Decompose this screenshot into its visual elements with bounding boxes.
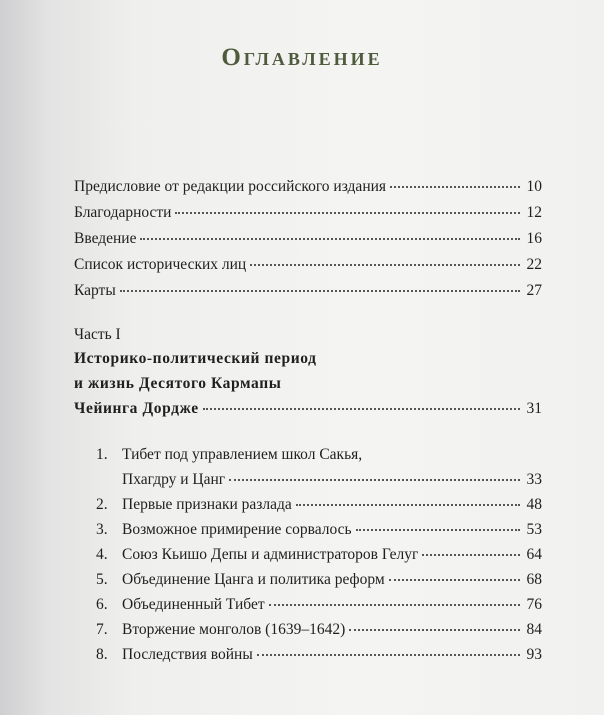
leader-dots bbox=[389, 578, 520, 581]
chapter-label-line-2: Пхагдру и Цанг bbox=[122, 471, 226, 488]
chapter-label: Первые признаки разлада bbox=[122, 496, 292, 513]
entry-page: 93 bbox=[526, 646, 542, 663]
toc-entry-chapter-2[interactable] bbox=[96, 496, 542, 514]
leader-dots bbox=[140, 237, 520, 240]
chapter-number: 2. bbox=[96, 496, 108, 513]
toc-entry-chapter-8[interactable] bbox=[96, 646, 542, 664]
entry-label: Благодарности bbox=[74, 204, 172, 221]
chapter-number: 5. bbox=[96, 571, 108, 588]
entry-page: 84 bbox=[526, 621, 542, 638]
entry-label: Карты bbox=[74, 282, 116, 299]
leader-dots bbox=[175, 211, 520, 214]
toc-entry-chapter-6[interactable] bbox=[96, 596, 542, 614]
chapter-number: 7. bbox=[96, 621, 108, 638]
entry-page: 22 bbox=[526, 256, 542, 273]
entry-label: Предисловие от редакции российского издания bbox=[74, 178, 387, 195]
chapter-number: 8. bbox=[96, 646, 108, 663]
toc-entry-maps[interactable] bbox=[74, 282, 542, 300]
leader-dots bbox=[390, 185, 520, 188]
leader-dots bbox=[422, 553, 520, 556]
part-label: Часть I bbox=[74, 326, 121, 343]
chapter-number: 6. bbox=[96, 596, 108, 613]
chapter-label: Объединение Цанга и политика реформ bbox=[122, 571, 385, 588]
chapter-number: 4. bbox=[96, 546, 108, 563]
chapter-number: 1. bbox=[96, 446, 108, 463]
chapter-label: Возможное примирение сорвалось bbox=[122, 521, 352, 538]
part-title-line-2: и жизнь Десятого Кармапы bbox=[74, 375, 282, 392]
entry-page: 64 bbox=[526, 546, 542, 563]
toc-entry-persons[interactable] bbox=[74, 256, 542, 274]
toc-entry-preface[interactable] bbox=[74, 178, 542, 196]
leader-dots bbox=[269, 603, 520, 606]
toc-entry-chapter-3[interactable] bbox=[96, 521, 542, 539]
toc-entry-chapter-4[interactable] bbox=[96, 546, 542, 564]
entry-page: 76 bbox=[526, 596, 542, 613]
leader-dots bbox=[257, 653, 520, 656]
leader-dots bbox=[250, 263, 520, 266]
entry-page: 48 bbox=[526, 496, 542, 513]
entry-page: 31 bbox=[526, 400, 542, 417]
leader-dots bbox=[356, 528, 520, 531]
leader-dots bbox=[296, 503, 520, 506]
toc-entry-chapter-1[interactable] bbox=[96, 446, 542, 464]
chapter-label-line-1: Тибет под управлением школ Сакья, bbox=[122, 446, 363, 463]
chapter-label: Объединенный Тибет bbox=[122, 596, 265, 613]
chapter-label: Вторжение монголов (1639–1642) bbox=[122, 621, 346, 638]
entry-page: 10 bbox=[526, 178, 542, 195]
chapter-label: Союз Кьишо Депы и администраторов Гелуг bbox=[122, 546, 419, 563]
toc-entry-chapter-7[interactable] bbox=[96, 621, 542, 639]
toc-entry-acknowledgements[interactable] bbox=[74, 204, 542, 222]
entry-page: 27 bbox=[526, 282, 542, 299]
entry-page: 12 bbox=[526, 204, 542, 221]
entry-label: Введение bbox=[74, 230, 137, 247]
leader-dots bbox=[203, 407, 520, 410]
toc-entry-introduction[interactable] bbox=[74, 230, 542, 248]
toc-entry-chapter-5[interactable] bbox=[96, 571, 542, 589]
entry-page: 68 bbox=[526, 571, 542, 588]
toc-title: Оглавление bbox=[221, 44, 383, 71]
chapter-number: 3. bbox=[96, 521, 108, 538]
entry-page: 33 bbox=[526, 471, 542, 488]
toc-entry-part-1[interactable] bbox=[74, 400, 542, 418]
leader-dots bbox=[120, 289, 520, 292]
leader-dots bbox=[349, 628, 520, 631]
chapter-label: Последствия войны bbox=[122, 646, 253, 663]
entry-page: 16 bbox=[526, 230, 542, 247]
entry-page: 53 bbox=[526, 521, 542, 538]
leader-dots bbox=[229, 478, 520, 481]
part-title-line-1: Историко-политический период bbox=[74, 350, 317, 367]
entry-label: Список исторических лиц bbox=[74, 256, 247, 273]
toc-entry-chapter-1-cont[interactable] bbox=[122, 471, 542, 489]
part-title-line-3: Чейинга Дордже bbox=[74, 400, 199, 417]
